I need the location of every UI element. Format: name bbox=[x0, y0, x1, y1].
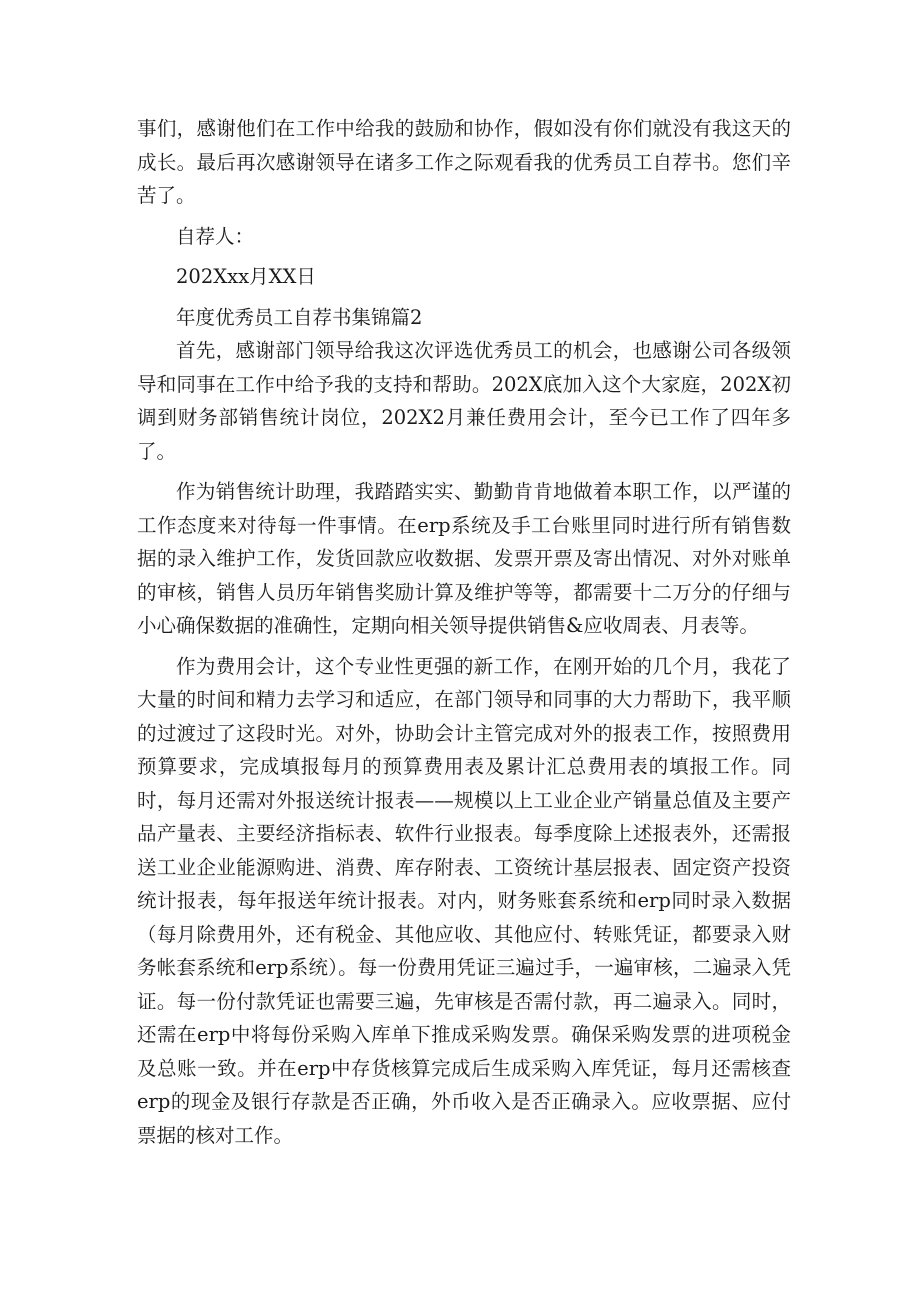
paragraph-sales-statistics: 作为销售统计助理，我踏踏实实、勤勤肯肯地做着本职工作，以严谨的工作态度来对待每一件事情。在erp系统及手工台账里同时进行所有销售数据的录入维护工作，发货回款应收数据、发票开票及寄出情况、对外对账单的审核，销售人员历年销售奖励计算及维护等等，都需要十二万分的仔细与小心确保数据的准确性，定期向相关领导提供销售&应收周表、月表等。 bbox=[137, 480, 791, 637]
signature-date: 202Xxx月XX日 bbox=[176, 265, 316, 288]
paragraph-closing-thanks: 事们，感谢他们在工作中给我的鼓励和协作，假如没有你们就没有我这天的成长。最后再次感谢领导在诸多工作之际观看我的优秀员工自荐书。您们辛苦了。 bbox=[137, 117, 791, 207]
section-heading: 年度优秀员工自荐书集锦篇2 bbox=[176, 305, 423, 329]
paragraph-expense-accounting: 作为费用会计，这个专业性更强的新工作，在刚开始的几个月，我花了大量的时间和精力去学习和适应，在部门领导和同事的大力帮助下，我平顺的过渡过了这段时光。对外，协助会计主管完成对外的报表工作，按照费用预算要求，完成填报每月的预算费用表及累计汇总费用表的填报工作。同时，每月还需对外报送统计报表——规模以上工业企业产销量总值及主要产品产量表、主要经济指标表、软件行业报表。每季度除上述报表外，还需报送工业企业能源购进、消费、库存附表、工资统计基层报表、固定资产投资统计报表，每年报送年统计报表。对内，财务账套系统和erp同时录入数据（每月除费用外，还有税金、其他应收、其他应付、转账凭证，都要录入财务帐套系统和erp系统）。每一份费用凭证三遍过手，一遍审核，二遍录入凭证。每一份付款凭证也需要三遍，先审核是否需付款，再二遍录入。同时，还需在erp中将每份采购入库单下推成采购发票。确保采购发票的进项税金及总账一致。并在erp中存货核算完成后生成采购入库凭证，每月还需核查erp的现金及银行存款是否正确，外币收入是否正确录入。应收票据、应付票据的核对工作。 bbox=[137, 654, 791, 1147]
paragraph-intro: 首先，感谢部门领导给我这次评选优秀员工的机会，也感谢公司各级领导和同事在工作中给予我的支持和帮助。202X底加入这个大家庭，202X初调到财务部销售统计岗位，202X2月兼任费用会计，至今已工作了四年多了。 bbox=[137, 339, 791, 463]
signature-label: 自荐人： bbox=[176, 224, 255, 248]
document-page bbox=[137, 112, 791, 1152]
